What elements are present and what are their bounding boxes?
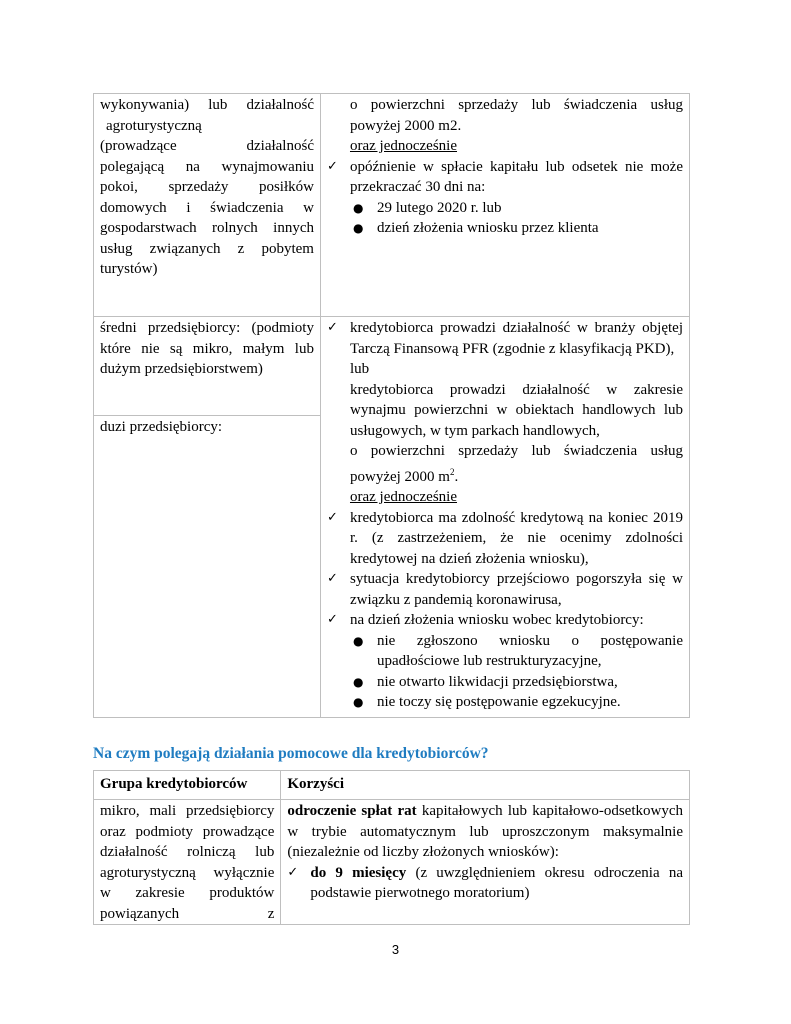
table-cell (320, 94, 689, 317)
table-row (94, 800, 690, 925)
list-item: ● nie otwarto likwidacji przedsiębiorstwa, (327, 672, 683, 693)
check-icon: ✓ (326, 612, 338, 627)
section-heading: Na czym polegają działania pomocowe dla kredytobiorców? (93, 745, 489, 762)
cell-text: odroczenie spłat rat kapitałowych lub kapitałowo-odsetkowych w trybie automatycznym lub uproszczonym maksymalnie (niezależnie od liczby złożonych wniosków): (287, 803, 683, 860)
check-icon: ✓ (287, 864, 299, 880)
table-cell (94, 94, 321, 317)
page-number: 3 (391, 942, 400, 957)
list-item: ● nie toczy się postępowanie egzekucyjne. (327, 692, 683, 717)
cell-text: o powierzchni sprzedaży lub świadczenia usług powyżej 2000 m2. (349, 97, 683, 134)
eligibility-table (93, 93, 690, 718)
bullet-icon: ● (352, 674, 364, 689)
bullet-icon: ● (352, 221, 364, 235)
table-cell (320, 317, 689, 718)
cell-text: (prowadzące działalność polegającą na wynajmowaniu pokoi, sprzedaży posiłków domowych i świadczenia w gospodarstwach rolnych innych usług związanych z pobytem turystów) (100, 138, 314, 277)
list-item: ✓ do 9 miesięcy (z uwzględnieniem okresu odroczenia na podstawie pierwotnego moratorium) (287, 864, 683, 901)
check-icon: ✓ (326, 571, 338, 586)
table-cell (94, 416, 321, 718)
bullet-icon: ● (352, 200, 364, 215)
list-item: ● nie zgłoszono wniosku o postępowanie upadłościowe lub restrukturyzacyjne, (352, 632, 683, 669)
list-item: ✓ opóźnienie w spłacie kapitału lub odsetek nie może przekraczać 30 dni na: (326, 158, 683, 195)
bullet-icon: ● (352, 695, 364, 709)
table-cell (94, 317, 321, 416)
check-icon: ✓ (326, 320, 338, 335)
cell-text: agroturystyczną (106, 117, 202, 134)
list-item: ✓ sytuacja kredytobiorcy przejściowo pogorszyła się w związku z pandemią koronawirusa, (326, 571, 683, 608)
cell-text: średni przedsiębiorcy: (podmioty które nie są mikro, małym lub dużym przedsiębiorstwem) (100, 320, 314, 377)
list-item: ● 29 lutego 2020 r. lub (327, 198, 683, 219)
cell-text: duzi przedsiębiorcy: (100, 419, 223, 435)
list-item: ● dzień złożenia wniosku przez klienta (327, 218, 683, 239)
benefits-table (93, 770, 690, 925)
list-item: ✓ na dzień złożenia wniosku wobec kredytobiorcy: (327, 610, 683, 631)
cell-text: o powierzchni sprzedaży lub świadczenia usług powyżej 2000 $m^2$. (349, 443, 683, 485)
column-header: Korzyści (281, 771, 690, 800)
underlined-text: oraz jednocześnie (349, 138, 458, 154)
underlined-text: oraz jednocześnie (349, 489, 458, 505)
table-header-row (94, 771, 690, 800)
table-row (94, 94, 690, 317)
table-cell (94, 800, 281, 925)
check-icon: ✓ (326, 509, 338, 525)
table-row (94, 317, 690, 416)
check-icon: ✓ (326, 158, 338, 174)
cell-text: kredytobiorca prowadzi działalność w zakresie wynajmu powierzchni w obiektach handlowych lub usługowych, w tym parkach handlowych, (349, 381, 683, 439)
list-item: ✓ kredytobiorca ma zdolność kredytową na koniec 2019 r. (z zastrzeżeniem, że nie ocenimy zdolności kredytowej na dzień złożenia wniosku), (326, 509, 683, 567)
bullet-icon: ● (352, 633, 364, 648)
column-header: Grupa kredytobiorców (94, 771, 281, 800)
cell-text: lub (349, 361, 370, 377)
list-item: ✓ kredytobiorca prowadzi działalność w branży objętej Tarczą Finansową PFR (zgodnie z klasyfikacją PKD), (326, 320, 683, 357)
cell-text: mikro, mali przedsiębiorcy oraz podmioty prowadzące działalność rolniczą lub agroturystyczną wyłącznie w zakresie produktów powiązanych z (100, 803, 275, 922)
table-cell (281, 800, 690, 925)
cell-text: wykonywania) lub działalność (100, 97, 314, 113)
